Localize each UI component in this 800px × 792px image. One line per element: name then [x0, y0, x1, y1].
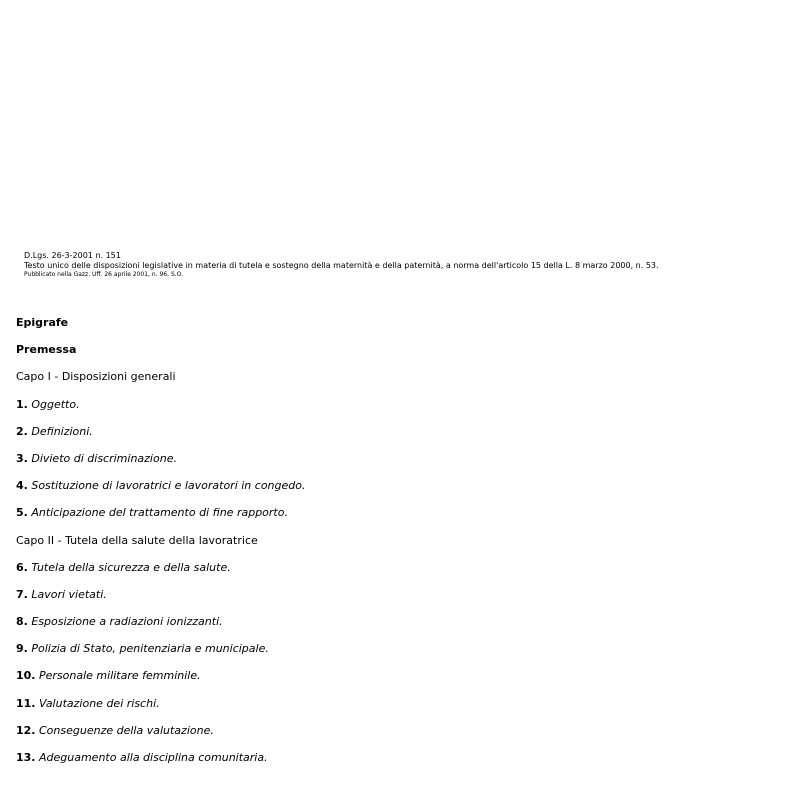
toc-item-article — [16, 749, 776, 776]
table-of-contents — [16, 314, 776, 776]
article-link[interactable]: Anticipazione del trattamento di fine rapporto. — [31, 506, 288, 520]
chapter-heading: Capo I - Disposizioni generali — [16, 370, 176, 384]
article-link[interactable]: Esposizione a radiazioni ionizzanti. — [31, 615, 223, 629]
toc-item-article — [16, 586, 776, 613]
article-number: 8. — [16, 615, 28, 629]
toc-item-article — [16, 477, 776, 504]
toc-item-article — [16, 396, 776, 423]
article-link[interactable]: Lavori vietati. — [31, 587, 107, 601]
article-link[interactable]: Tutela della sicurezza e della salute. — [31, 560, 231, 574]
article-number: 4. — [16, 479, 28, 493]
article-number: 9. — [16, 642, 28, 656]
toc-item-article — [16, 423, 776, 450]
article-number: 5. — [16, 506, 28, 520]
article-link[interactable]: Definizioni. — [31, 424, 93, 438]
article-link[interactable]: Oggetto. — [31, 397, 80, 411]
article-link[interactable]: Personale militare femminile. — [39, 669, 201, 683]
document-header — [24, 251, 784, 279]
article-number: 11. — [16, 696, 36, 710]
law-description: Testo unico delle disposizioni legislative in materia di tutela e sostegno della maternità e della paternità, a norma dell'articolo 15 della L. 8 marzo 2000, n. 53. — [24, 261, 659, 270]
article-link[interactable]: Sostituzione di lavoratrici e lavoratori in congedo. — [31, 479, 306, 493]
toc-item-capo-2 — [16, 532, 776, 559]
toc-item-article — [16, 667, 776, 694]
law-reference: D.Lgs. 26-3-2001 n. 151 — [24, 251, 121, 260]
article-link[interactable]: Adeguamento alla disciplina comunitaria. — [39, 751, 268, 764]
article-link[interactable]: Polizia di Stato, penitenziaria e municipale. — [31, 642, 269, 656]
toc-item-epigrafe — [16, 314, 776, 341]
toc-item-article — [16, 559, 776, 586]
toc-item-article — [16, 640, 776, 667]
toc-item-article — [16, 613, 776, 640]
toc-item-article — [16, 722, 776, 749]
toc-item-article — [16, 695, 776, 722]
article-number: 10. — [16, 669, 36, 683]
article-link[interactable]: Divieto di discriminazione. — [31, 451, 177, 465]
toc-item-article — [16, 504, 776, 531]
article-link[interactable]: Conseguenze della valutazione. — [39, 723, 214, 737]
toc-item-article — [16, 450, 776, 477]
article-number: 12. — [16, 723, 36, 737]
article-number: 2. — [16, 424, 28, 438]
epigrafe-link[interactable]: Epigrafe — [16, 316, 69, 329]
article-number: 6. — [16, 560, 28, 574]
toc-item-premessa — [16, 341, 776, 368]
toc-item-capo-1 — [16, 368, 776, 395]
publication-info: Pubblicato nella Gazz. Uff. 26 aprile 2001, n. 96, S.O. — [24, 271, 184, 278]
article-number: 7. — [16, 587, 28, 601]
article-number: 3. — [16, 451, 28, 465]
article-link[interactable]: Valutazione dei rischi. — [39, 696, 160, 710]
premessa-link[interactable]: Premessa — [16, 343, 77, 357]
article-number: 1. — [16, 397, 28, 411]
article-number: 13. — [16, 751, 36, 764]
chapter-heading: Capo II - Tutela della salute della lavoratrice — [16, 533, 258, 547]
